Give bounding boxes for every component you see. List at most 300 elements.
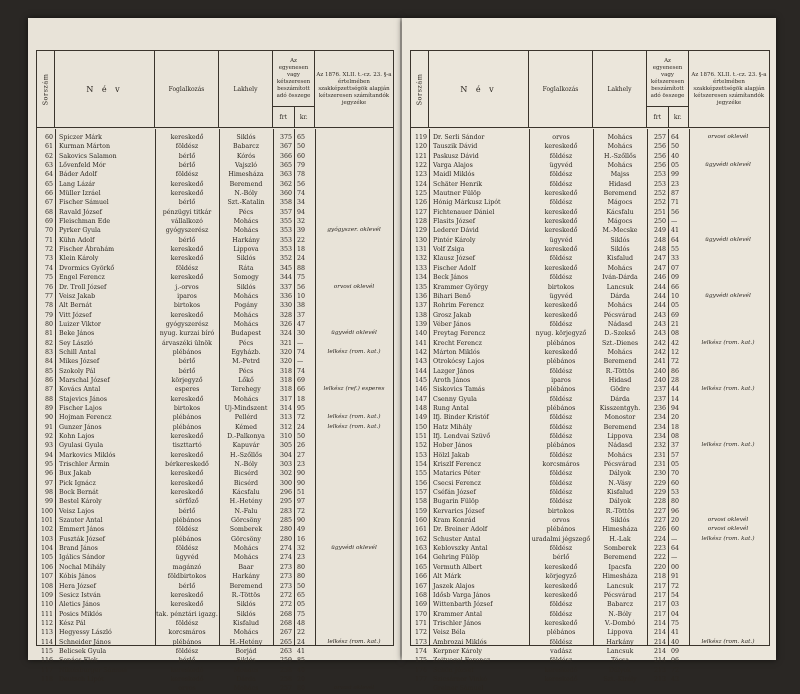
cell-kr: 78 [297,171,306,179]
cell-frt: 330 [279,302,292,310]
cell-kr: 41 [671,227,680,235]
table-row [411,413,769,422]
cell-n: 95 [44,461,53,469]
cell-res: Siklós [236,610,256,618]
cell-kr: 72 [671,582,680,590]
cell-n: 149 [414,414,427,422]
cell-res: Majss [610,171,630,179]
cell-prof: magánzó [172,563,202,571]
table-row [411,226,769,235]
cell-n: 137 [414,302,427,310]
cell-res: Kácsfalu [232,489,260,497]
table-row [37,582,393,591]
cell-n: 93 [44,442,53,450]
cell-n: 124 [414,180,427,188]
table-row [37,507,393,516]
cell-name: Lazger János [433,367,475,375]
table-row [411,591,769,600]
cell-n: 88 [44,395,53,403]
cell-prof: plébános [546,442,576,450]
cell-prof: kereskedő [544,591,578,599]
table-row [411,283,769,292]
cell-name: Aletics János [59,601,100,609]
cell-n: 68 [44,208,53,216]
cell-res: Szt.-Király [603,675,637,683]
cell-frt: 360 [279,190,292,198]
cell-frt: 229 [653,489,666,497]
table-row [411,525,769,534]
header-frt: frt [273,107,295,127]
table-row [37,170,393,179]
cell-res: Himesháza [228,171,264,179]
cell-n: 177 [414,675,427,683]
cell-name: Kram Konrád [433,517,476,525]
cell-name: Schuster Antal [433,535,481,543]
cell-kr: 32 [297,218,306,226]
cell-kr: 34 [297,199,306,207]
table-row [411,339,769,348]
cell-kr: 60 [671,526,680,534]
cell-prof: orvos [178,685,196,693]
cell-res: Pellérd [234,414,258,422]
cell-frt: 247 [653,255,666,263]
cell-res: Mohács [233,545,259,553]
cell-n: 130 [414,236,427,244]
cell-n: 131 [414,246,427,254]
cell-frt: 214 [653,629,666,637]
cell-name: Báder Adolf [59,171,97,179]
cell-res: Beremend [603,358,637,366]
cell-n: 109 [40,591,53,599]
cell-n: 90 [44,414,53,422]
table-row [411,142,769,151]
table-row [37,497,393,506]
cell-name: Schneider János [59,638,111,646]
cell-kr: 95 [297,404,306,412]
cell-prof: kereskedő [170,190,204,198]
table-row [37,684,393,693]
cell-name: Idősb Varga János [433,591,491,599]
cell-res: N.-Bóly [234,190,258,198]
table-row [411,582,769,591]
cell-frt: 320 [279,358,292,366]
cell-n: 146 [414,386,427,394]
cell-prof: iparos [177,292,197,300]
cell-res: Siklós [236,255,256,263]
cell-name: Volf Zsiga [433,246,465,254]
cell-res: M.-Petrd [232,358,260,366]
table-row [411,638,769,647]
cell-prof: plébános [172,423,202,431]
cell-name: Gyulasi Gyula [59,442,104,450]
cell-name: Hatz Mihály [433,423,472,431]
cell-kr: 99 [671,171,680,179]
cell-prof: kereskedő [170,134,204,141]
cell-name: Beck János [433,274,469,282]
left-table-header [37,51,393,128]
cell-res: Beremend [603,190,637,198]
cell-res: Dályok [609,666,631,674]
header-amount: Az egyenesen vagy kétszeresen beszámított adó összege frt kr. [647,51,689,127]
table-row [411,675,769,684]
cell-prof: bérlő [178,367,196,375]
cell-n: 150 [414,423,427,431]
cell-res: Bicsérd [233,470,259,478]
cell-prof: kereskedő [170,433,204,440]
cell-res: Mohács [233,666,259,674]
table-row [411,329,769,338]
cell-res: Somberek [229,526,263,534]
cell-prof: földész [549,171,573,179]
cell-note: gyógyszer. oklevél [327,227,381,234]
table-row [37,236,393,245]
cell-prof: földész [549,255,573,263]
header-residence: Lakhely [219,51,273,127]
table-row [411,507,769,516]
cell-n: 171 [414,619,427,627]
cell-kr: 56 [297,283,306,291]
cell-prof: földész [175,143,199,151]
cell-kr: 44 [671,386,680,394]
cell-frt: 268 [279,610,292,618]
cell-frt: 272 [279,601,292,609]
cell-prof: kereskedő [544,218,578,226]
cell-frt: 302 [279,470,292,478]
table-row [411,311,769,320]
cell-prof: birtokos [547,507,575,515]
cell-prof: bérlő [178,657,196,665]
cell-prof: földész [175,264,199,272]
cell-frt: 363 [279,171,292,179]
cell-kr: 05 [671,461,680,469]
cell-name: Hónig Márkusz Lipót [433,199,501,207]
cell-frt: 321 [279,339,292,347]
cell-name: Krammer Antal [433,610,483,618]
cell-frt: 362 [279,180,292,188]
cell-kr: 80 [297,563,306,571]
cell-frt: 265 [279,638,292,646]
cell-kr: 22 [297,236,306,244]
table-row [37,460,393,469]
cell-kr: 72 [671,666,680,674]
cell-prof: kereskedő [170,246,204,254]
cell-n: 115 [40,647,53,655]
cell-prof: plébános [546,358,576,366]
cell-name: Hegyessy László [59,629,112,637]
header-kr: kr. [299,113,308,121]
cell-res: R.-Töttös [605,367,635,375]
cell-prof: kereskedő [170,451,204,459]
cell-note: orvosi oklevél [707,134,749,140]
cell-n: 148 [414,404,427,412]
cell-prof: körjegyző [171,376,203,384]
cell-name: Alt Márk [433,573,462,581]
cell-kr: 80 [297,573,306,581]
cell-note: ügyvédi oklevél [705,292,751,299]
cell-name: Bihari Benő [433,292,471,300]
cell-kr: 53 [671,489,680,497]
cell-n: 94 [44,451,53,459]
cell-res: Lancsuk [606,582,634,590]
cell-frt: 220 [653,563,666,571]
table-row [411,264,769,273]
cell-name: Hera József [59,582,96,590]
cell-name: Lang Lázár [59,180,96,188]
cell-n: 140 [414,330,427,338]
cell-name: Lederer Dávid [433,227,479,235]
table-row [411,245,769,254]
cell-n: 107 [40,573,53,581]
cell-prof: plébános [172,638,202,646]
table-row [37,516,393,525]
table-row [411,254,769,263]
cell-kr: 22 [297,629,306,637]
cell-frt: 352 [279,255,292,263]
cell-n: 153 [414,451,427,459]
cell-res: Mohács [233,227,259,235]
cell-kr: — [671,554,678,562]
cell-frt: 236 [653,404,666,412]
cell-res: Kácsfalu [606,208,634,216]
table-row [37,357,393,366]
cell-name: Hölzl Jakab [433,451,470,459]
cell-kr: 60 [671,479,680,487]
cell-kr: 33 [671,255,680,263]
cell-name: Veisz Lajos [59,507,95,515]
table-row [411,348,769,357]
cell-kr: 39 [297,227,306,235]
cell-name: Rung Antal [433,404,469,412]
cell-kr: 49 [297,526,306,534]
cell-res: Pécsvárad [603,461,637,469]
cell-frt: 244 [653,302,666,310]
table-row [37,675,393,684]
table-row [37,638,393,647]
table-row [37,413,393,422]
table-row [37,208,393,217]
cell-prof: birtokos [173,404,201,412]
table-row [37,656,393,665]
cell-prof: kereskedő [170,395,204,403]
cell-n: 67 [44,199,53,207]
cell-res: Hidasd [608,376,632,384]
cell-kr: 32 [297,545,306,553]
cell-res: Uj-Mindszent [224,404,268,412]
cell-kr: 40 [671,152,680,160]
cell-name: Varga Alajos [433,162,473,170]
cell-kr: 85 [297,657,306,665]
cell-frt: 345 [279,264,292,272]
cell-kr: 23 [297,461,306,469]
cell-note: lelkész (rom. kat.) [327,348,381,355]
table-row [411,535,769,544]
cell-res: Lippova [607,629,633,637]
cell-kr: 60 [297,152,306,160]
cell-res: Lippova [607,433,633,440]
cell-res: Harkány [232,236,260,244]
cell-prof: ügyvéd [549,236,573,244]
cell-kr: 08 [671,433,680,440]
cell-name: Beke János [59,330,95,338]
table-row [411,320,769,329]
cell-res: Harkány [232,573,260,581]
cell-kr: 72 [297,414,306,422]
cell-res: M.-Mecske [602,227,638,235]
table-row [411,666,769,675]
cell-prof: kereskedő [544,208,578,216]
cell-n: 120 [414,143,427,151]
cell-frt: 237 [653,395,666,403]
cell-name: Kész Pál [59,619,86,627]
cell-kr: 16 [297,535,306,543]
table-row [37,385,393,394]
cell-frt: 337 [279,283,292,291]
cell-name: Schill Antal [59,348,96,356]
table-row [37,572,393,581]
cell-prof: földész [175,171,199,179]
cell-res: Mohács [607,143,633,151]
cell-n: 110 [40,601,53,609]
cell-frt: 326 [279,320,292,328]
cell-res: D.-Szekső [604,330,636,338]
cell-kr: 86 [671,367,680,375]
cell-n: 159 [414,507,427,515]
cell-prof: bérlő [178,152,196,160]
cell-frt: 268 [279,619,292,627]
table-row [411,628,769,637]
cell-kr: 20 [671,414,680,422]
cell-prof: tak. pénztári igazg. [156,610,218,618]
cell-res: Dárda [610,395,630,403]
cell-n: 126 [414,199,427,207]
cell-n: 106 [40,563,53,571]
cell-n: 101 [40,517,53,525]
table-row [411,460,769,469]
cell-prof: földész [549,274,573,282]
cell-name: Rohrim Ferencz [433,302,484,310]
cell-res: Mohács [233,395,259,403]
cell-kr: 55 [671,246,680,254]
cell-name: Spiczer Márk [59,134,102,141]
cell-prof: kereskedő [544,675,578,683]
cell-kr: 41 [297,647,306,655]
cell-n: 156 [414,479,427,487]
cell-res: Siklós [610,246,630,254]
cell-res: Dályok [609,498,631,506]
table-row [37,301,393,310]
cell-name: Márton Miklós [433,348,480,356]
table-row [37,647,393,656]
cell-prof: plébános [172,348,202,356]
cell-name: Maidl Miklós [433,171,475,179]
table-row [37,544,393,553]
cell-name: Trischler Ármin [59,461,110,469]
table-row [37,180,393,189]
cell-n: 175 [414,657,427,665]
cell-res: Beremend [229,582,263,590]
cell-prof: földész [549,433,573,440]
cell-kr: 56 [297,180,306,188]
cell-name: Szokoly Pál [59,367,96,375]
cell-n: 118 [40,675,53,683]
cell-name: Lővenfeld Mór [59,162,106,170]
cell-prof: földész [549,545,573,553]
cell-kr: 50 [297,433,306,440]
cell-name: Grosz Jakab [433,311,472,319]
cell-prof: kereskedő [544,227,578,235]
table-row [411,544,769,553]
cell-prof: gyógyszerész [165,227,209,235]
cell-note: lelkész (rom. kat.) [327,638,381,645]
cell-frt: 240 [653,367,666,375]
cell-kr: 50 [297,143,306,151]
cell-kr: 14 [671,395,680,403]
cell-n: 169 [414,601,427,609]
cell-res: Szt.-Dienes [601,339,639,347]
cell-prof: kereskedő [544,311,578,319]
table-row [411,647,769,656]
cell-n: 83 [44,348,53,356]
right-rows [411,133,769,694]
cell-prof: kereskedő [170,311,204,319]
cell-n: 134 [414,274,427,282]
cell-res: Siklós [610,517,630,525]
cell-kr: 07 [671,264,680,272]
cell-frt: 257 [279,685,292,693]
table-row [411,441,769,450]
table-row [37,376,393,385]
cell-res: Dályok [609,470,631,478]
cell-prof: földbirtokos [167,573,207,581]
cell-n: 103 [40,535,53,543]
cell-name: Fischer Lajos [59,404,102,412]
cell-name: Klein Károly [59,255,99,263]
cell-name: Greiner Sámuel [433,685,484,693]
cell-frt: 312 [279,423,292,431]
cell-name: Veisz Jakab [59,292,96,300]
cell-prof: vadász [550,647,572,655]
cell-frt: 250 [653,218,666,226]
table-row [411,656,769,665]
cell-name: Paskusz Dávid [433,152,479,160]
cell-frt: 228 [653,498,666,506]
table-row [411,180,769,189]
cell-prof: földész [175,619,199,627]
cell-res: Nádasd [607,320,633,328]
cell-prof: plébános [546,404,576,412]
cell-name: Fischer Ábrahám [59,246,115,254]
cell-prof: plébános [172,414,202,422]
cell-kr: 06 [671,657,680,665]
cell-kr: — [671,218,678,226]
cell-name: Kerpner Károly [433,647,482,655]
table-row [37,292,393,301]
cell-n: 154 [414,461,427,469]
cell-frt: 243 [653,311,666,319]
cell-prof: kereskedő [544,348,578,356]
left-page [28,18,400,693]
cell-prof: földész [549,489,573,497]
cell-n: 84 [44,358,53,366]
cell-name: Siskovics Tamás [433,386,485,394]
cell-res: Beremend [603,423,637,431]
cell-prof: kereskedő [170,601,204,609]
cell-prof: birtokos [173,302,201,310]
cell-kr: 75 [297,610,306,618]
cell-kr: 50 [671,143,680,151]
cell-name: Engel Ferencz [59,274,105,282]
cell-res: Somberek [603,545,637,553]
